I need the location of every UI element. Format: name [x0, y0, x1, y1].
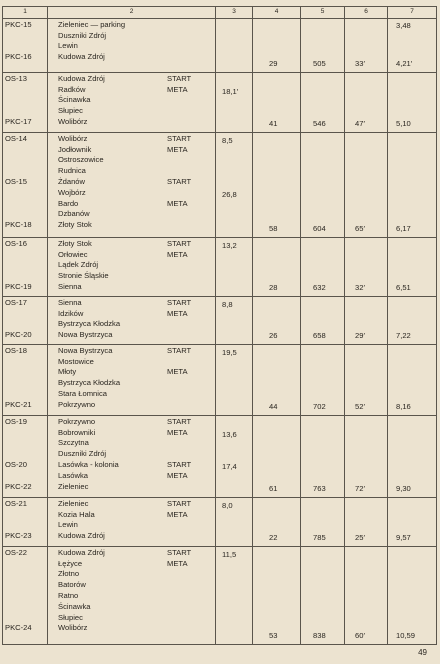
route-code: OS-18 [5, 345, 27, 355]
route-code: OS-13 [5, 73, 27, 83]
stop-item [58, 389, 215, 400]
col7-value: 9,30 [396, 484, 411, 493]
stop-name: Lądek Zdrój [58, 260, 99, 270]
stop-name: Batorów [58, 580, 86, 590]
col7-value: 9,57 [396, 533, 411, 542]
route-code: OS-14 [5, 133, 27, 143]
stop-tag: START [167, 547, 192, 557]
stop-name: Zieleniec [58, 498, 89, 508]
col5-value: 785 [313, 533, 326, 542]
route-code-cell [3, 415, 48, 497]
stop-item [58, 74, 215, 85]
col4-cell [253, 296, 301, 344]
stop-name: Wolibórz [58, 133, 88, 143]
col5-cell [301, 344, 345, 415]
col6-cell [345, 18, 388, 72]
route-code-cell [3, 72, 48, 132]
stop-name: Ostroszowice [58, 155, 104, 165]
distance-cell [216, 18, 253, 72]
stop-list [48, 133, 215, 232]
stop-name: Słupiec [58, 106, 83, 116]
stop-name: Bardo [58, 198, 79, 208]
stop-tag: START [167, 133, 192, 143]
col4-value: 41 [269, 119, 278, 128]
stop-name: Zieleniec — parking [58, 19, 126, 29]
route-code: PKC-23 [5, 531, 32, 541]
stop-name: Wojbórz [58, 187, 86, 197]
stop-name: Sienna [58, 281, 82, 291]
stop-item [58, 580, 215, 591]
route-row [3, 72, 437, 132]
col-header-2: 2 [48, 7, 216, 19]
stop-name: Bystrzyca Kłodzka [58, 378, 121, 388]
col7-value: 10,59 [396, 631, 416, 640]
route-code: PKC-17 [5, 116, 32, 126]
route-code: OS-21 [5, 498, 27, 508]
col6-cell [345, 237, 388, 296]
col7-cell [388, 415, 437, 497]
route-code: OS-16 [5, 238, 27, 248]
header-row [3, 7, 437, 19]
col6-value: 47′ [355, 119, 365, 128]
col6-value: 72′ [355, 484, 365, 493]
col6-value: 25′ [355, 533, 365, 542]
route-row [3, 344, 437, 415]
col5-value: 763 [313, 484, 326, 493]
page-number: 49 [418, 648, 427, 657]
route-code: OS-15 [5, 176, 27, 186]
stop-name: Kudowa Zdrój [58, 73, 105, 83]
stop-name: Szczytna [58, 438, 89, 448]
stop-item [58, 209, 215, 220]
stop-name: Idzików [58, 308, 84, 318]
stop-item [58, 591, 215, 602]
stop-tag: START [167, 345, 192, 355]
stop-name: Lasówka [58, 470, 88, 480]
stops-cell [48, 344, 216, 415]
stop-item [58, 531, 215, 542]
route-code-cell [3, 132, 48, 237]
stop-item [58, 400, 215, 411]
stop-name: Orłowiec [58, 249, 88, 259]
col4-cell [253, 18, 301, 72]
distance-cell [216, 546, 253, 644]
stops-cell [48, 132, 216, 237]
route-code: OS-20 [5, 459, 27, 469]
stop-list [48, 416, 215, 494]
col7-value: 6,51 [396, 283, 411, 292]
stop-item [58, 177, 215, 188]
col6-value: 33′ [355, 59, 365, 68]
route-code: PKC-22 [5, 481, 32, 491]
stop-list [48, 238, 215, 294]
stop-item [58, 250, 215, 261]
col-header-7: 7 [388, 7, 437, 19]
stop-item [58, 31, 215, 42]
col7-cell [388, 497, 437, 546]
distance-value: 8,8 [222, 299, 233, 309]
stop-name: Lewin [58, 520, 78, 530]
distance-value: 8,5 [222, 135, 233, 145]
stop-item [58, 155, 215, 166]
col7-cell [388, 344, 437, 415]
stop-item [58, 482, 215, 493]
route-row [3, 296, 437, 344]
stop-name: Pokrzywno [58, 399, 96, 409]
stop-item [58, 41, 215, 52]
stop-item [58, 282, 215, 293]
stop-tag: START [167, 498, 192, 508]
col6-cell [345, 72, 388, 132]
stop-name: Bobrowniki [58, 427, 96, 437]
stop-name: Kudowa Zdrój [58, 547, 105, 557]
route-code: PKC-21 [5, 399, 32, 409]
col4-cell [253, 415, 301, 497]
col-header-3: 3 [216, 7, 253, 19]
stop-tag: START [167, 297, 192, 307]
col7-cell [388, 296, 437, 344]
col7-value: 6,17 [396, 224, 411, 233]
stops-cell [48, 546, 216, 644]
distance-value: 11,5 [222, 549, 237, 559]
route-code: OS-22 [5, 547, 27, 557]
stop-item [58, 471, 215, 482]
route-code: PKC-18 [5, 220, 32, 230]
stop-name: Łężyce [58, 558, 83, 568]
col4-value: 28 [269, 283, 278, 292]
stop-item [58, 569, 215, 580]
stop-item [58, 346, 215, 357]
stop-name: Nowa Bystrzyca [58, 330, 113, 340]
route-row [3, 18, 437, 72]
route-code-cell [3, 18, 48, 72]
stop-name: Młoty [58, 367, 77, 377]
stop-tag: META [167, 367, 188, 377]
stop-name: Kudowa Zdrój [58, 531, 105, 541]
stop-item [58, 106, 215, 117]
stop-list [48, 73, 215, 129]
stop-item [58, 438, 215, 449]
stop-item [58, 559, 215, 570]
col4-value: 58 [269, 224, 278, 233]
route-code: OS-19 [5, 416, 27, 426]
stop-list [48, 19, 215, 64]
col4-value: 44 [269, 402, 278, 411]
route-row [3, 132, 437, 237]
stop-item [58, 145, 215, 156]
distance-value: 26,8 [222, 189, 237, 199]
stop-item [58, 460, 215, 471]
col5-cell [301, 72, 345, 132]
col-header-1: 1 [3, 7, 48, 19]
stop-name: Lewin [58, 41, 78, 51]
stop-list [48, 297, 215, 342]
stop-name: Wolibórz [58, 116, 88, 126]
distance-cell [216, 296, 253, 344]
col7-value: 7,22 [396, 331, 411, 340]
col6-cell [345, 497, 388, 546]
distance-value: 13,2 [222, 240, 237, 250]
stop-item [58, 357, 215, 368]
stop-name: Duszniki Zdrój [58, 30, 107, 40]
col4-cell [253, 497, 301, 546]
col4-value: 26 [269, 331, 278, 340]
stop-item [58, 298, 215, 309]
route-row [3, 237, 437, 296]
stop-tag: META [167, 427, 188, 437]
stop-list [48, 547, 215, 635]
col-header-6: 6 [345, 7, 388, 19]
col4-cell [253, 546, 301, 644]
col4-cell [253, 344, 301, 415]
stop-name: Nowa Bystrzyca [58, 345, 113, 355]
col5-cell [301, 18, 345, 72]
col5-value: 658 [313, 331, 326, 340]
col4-value: 61 [269, 484, 278, 493]
col6-value: 29′ [355, 331, 365, 340]
stop-tag: META [167, 144, 188, 154]
stop-item [58, 510, 215, 521]
route-code: PKC-15 [5, 19, 32, 29]
stop-tag: START [167, 416, 192, 426]
stop-name: Mostowice [58, 356, 94, 366]
stop-name: Żdanów [58, 176, 86, 186]
col4-value: 53 [269, 631, 278, 640]
col4-cell [253, 237, 301, 296]
route-code: PKC-24 [5, 623, 32, 633]
col7-cell [388, 237, 437, 296]
col5-cell [301, 546, 345, 644]
stop-item [58, 623, 215, 634]
col7-cell [388, 546, 437, 644]
route-table [2, 6, 437, 645]
stop-name: Sienna [58, 297, 82, 307]
stop-item [58, 85, 215, 96]
col5-value: 838 [313, 631, 326, 640]
stop-name: Duszniki Zdrój [58, 449, 107, 459]
stop-item [58, 134, 215, 145]
stop-name: Złoty Stok [58, 220, 92, 230]
stop-tag: META [167, 198, 188, 208]
col7-extra-value: 3,48 [396, 20, 411, 30]
stop-item [58, 199, 215, 210]
stop-item [58, 378, 215, 389]
col-header-4: 4 [253, 7, 301, 19]
col5-cell [301, 497, 345, 546]
col4-cell [253, 132, 301, 237]
col5-value: 632 [313, 283, 326, 292]
stop-item [58, 417, 215, 428]
route-code-cell [3, 344, 48, 415]
col7-cell [388, 72, 437, 132]
col5-value: 702 [313, 402, 326, 411]
stop-item [58, 271, 215, 282]
col5-value: 546 [313, 119, 326, 128]
stops-cell [48, 415, 216, 497]
stop-item [58, 319, 215, 330]
distance-cell [216, 415, 253, 497]
stop-item [58, 95, 215, 106]
stops-cell [48, 497, 216, 546]
col6-value: 32′ [355, 283, 365, 292]
stop-item [58, 367, 215, 378]
stop-item [58, 20, 215, 31]
stop-tag: META [167, 558, 188, 568]
stop-list [48, 498, 215, 543]
stop-item [58, 602, 215, 613]
stop-item [58, 520, 215, 531]
stop-item [58, 117, 215, 128]
stop-item [58, 330, 215, 341]
stop-name: Zieleniec [58, 481, 89, 491]
route-code-cell [3, 237, 48, 296]
stops-cell [48, 237, 216, 296]
distance-value: 8,0 [222, 500, 233, 510]
stop-item [58, 309, 215, 320]
route-code-cell [3, 497, 48, 546]
stop-item [58, 428, 215, 439]
route-row [3, 546, 437, 644]
col5-cell [301, 132, 345, 237]
col4-value: 29 [269, 59, 278, 68]
stop-list [48, 345, 215, 412]
col6-cell [345, 546, 388, 644]
stop-tag: META [167, 470, 188, 480]
stop-name: Stara Łomnica [58, 388, 107, 398]
distance-cell [216, 497, 253, 546]
route-code-cell [3, 296, 48, 344]
col6-cell [345, 132, 388, 237]
col6-cell [345, 344, 388, 415]
stop-name: Rudnica [58, 166, 86, 176]
stop-name: Wolibórz [58, 623, 88, 633]
stop-tag: META [167, 308, 188, 318]
stop-name: Złoty Stok [58, 238, 92, 248]
col4-cell [253, 72, 301, 132]
stops-cell [48, 72, 216, 132]
col7-value: 8,16 [396, 402, 411, 411]
col5-cell [301, 296, 345, 344]
col6-value: 52′ [355, 402, 365, 411]
stop-item [58, 260, 215, 271]
stop-tag: START [167, 238, 192, 248]
stop-item [58, 499, 215, 510]
route-code: OS-17 [5, 297, 27, 307]
stops-cell [48, 296, 216, 344]
stop-item [58, 220, 215, 231]
stop-name: Jodłownik [58, 144, 92, 154]
stop-tag: META [167, 84, 188, 94]
stop-name: Radków [58, 84, 86, 94]
stop-item [58, 613, 215, 624]
stop-tag: START [167, 176, 192, 186]
col5-cell [301, 415, 345, 497]
stop-tag: START [167, 73, 192, 83]
stop-item [58, 449, 215, 460]
distance-value: 13,6 [222, 429, 237, 439]
col6-value: 65′ [355, 224, 365, 233]
stop-item [58, 188, 215, 199]
stop-name: Bystrzyca Kłodzka [58, 319, 121, 329]
stop-tag: START [167, 459, 192, 469]
stop-name: Złotno [58, 569, 80, 579]
stop-name: Kozia Hala [58, 509, 95, 519]
stop-name: Ścinawka [58, 601, 91, 611]
col6-cell [345, 296, 388, 344]
stop-name: Ratno [58, 590, 79, 600]
stop-name: Stronie Śląskie [58, 271, 109, 281]
stop-item [58, 52, 215, 63]
stop-item [58, 239, 215, 250]
col7-cell [388, 18, 437, 72]
stop-name: Lasówka - kolonia [58, 459, 119, 469]
col4-value: 22 [269, 533, 278, 542]
col5-value: 604 [313, 224, 326, 233]
col6-value: 60′ [355, 631, 365, 640]
stops-cell [48, 18, 216, 72]
route-code-cell [3, 546, 48, 644]
stop-tag: META [167, 509, 188, 519]
stop-name: Dzbanów [58, 209, 90, 219]
col7-value: 4,21′ [396, 59, 413, 68]
col5-value: 505 [313, 59, 326, 68]
stop-name: Pokrzywno [58, 416, 96, 426]
col-header-5: 5 [301, 7, 345, 19]
distance-cell [216, 72, 253, 132]
stop-item [58, 548, 215, 559]
distance-cell [216, 344, 253, 415]
col5-cell [301, 237, 345, 296]
route-row [3, 497, 437, 546]
col6-cell [345, 415, 388, 497]
route-code: PKC-16 [5, 52, 32, 62]
stop-name: Kudowa Zdrój [58, 52, 105, 62]
stop-name: Słupiec [58, 612, 83, 622]
route-code: PKC-20 [5, 330, 32, 340]
col7-value: 5,10 [396, 119, 411, 128]
stop-name: Ścinawka [58, 95, 91, 105]
stop-item [58, 166, 215, 177]
distance-value: 17,4 [222, 461, 237, 471]
distance-value: 18,1′ [222, 86, 239, 96]
route-code: PKC-19 [5, 281, 32, 291]
col7-cell [388, 132, 437, 237]
distance-cell [216, 132, 253, 237]
distance-cell [216, 237, 253, 296]
distance-value: 19,5 [222, 347, 237, 357]
stop-tag: META [167, 249, 188, 259]
route-row [3, 415, 437, 497]
